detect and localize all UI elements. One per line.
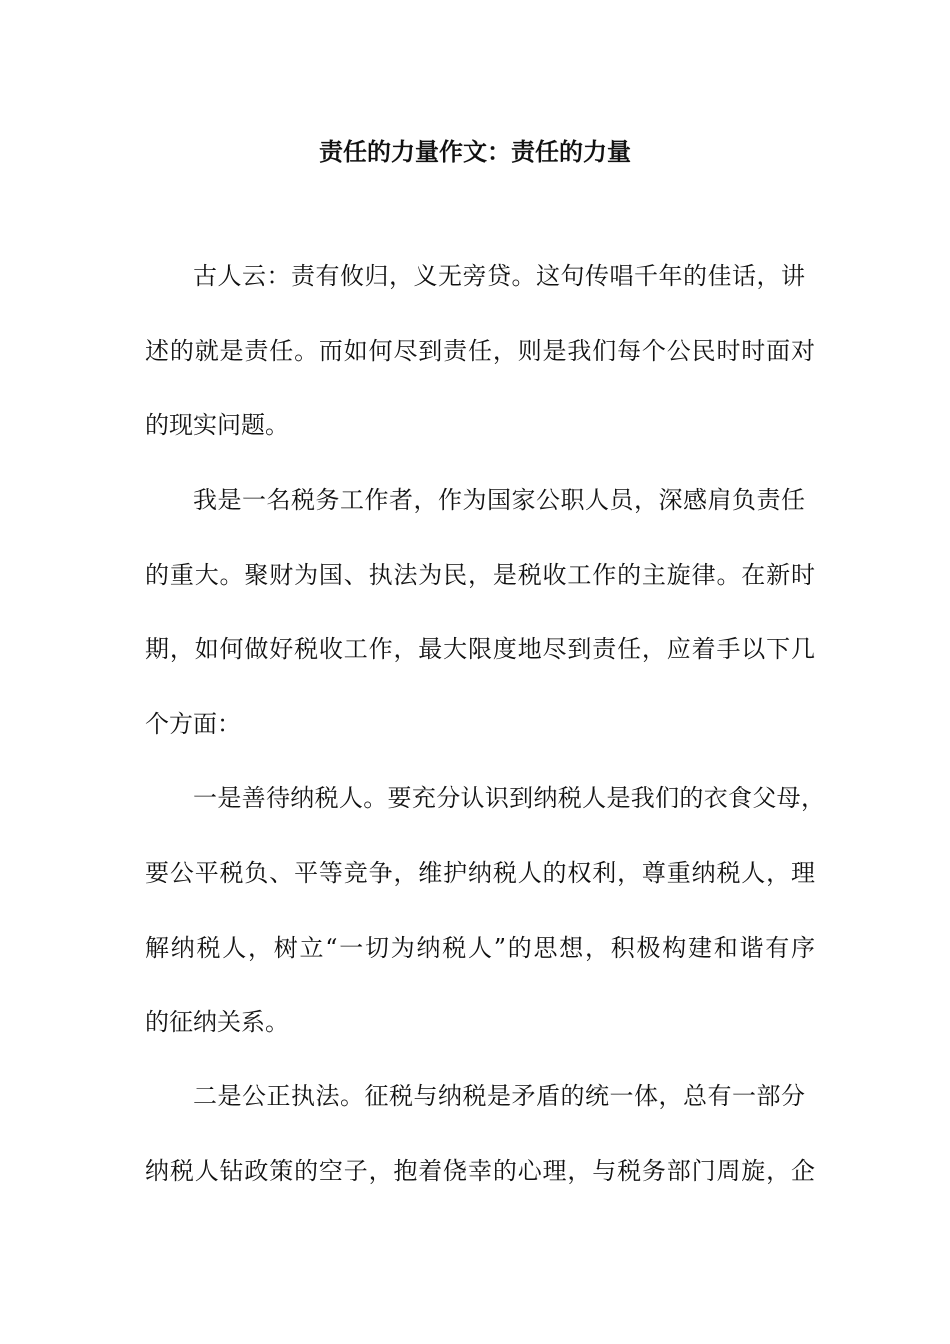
paragraph-3-line-2: 要公平税负、平等竞争，维护纳税人的权利，尊重纳税人，理 [145,859,815,887]
paragraph-4-line-1: 二是公正执法。征税与纳税是矛盾的统一体，总有一部分 [193,1082,805,1110]
paragraph-3-line-3: 解纳税人，树立“一切为纳税人”的思想，积极构建和谐有序 [145,934,815,962]
paragraph-3-line-4: 的征纳关系。 [145,1008,289,1036]
paragraph-2-line-3: 期，如何做好税收工作，最大限度地尽到责任，应着手以下几 [145,635,815,663]
paragraph-1-line-1: 古人云：责有攸归，义无旁贷。这句传唱千年的佳话，讲 [193,262,805,290]
paragraph-3-line-1: 一是善待纳税人。要充分认识到纳税人是我们的衣食父母， [193,784,825,812]
paragraph-1-line-2: 述的就是责任。而如何尽到责任，则是我们每个公民时时面对 [145,337,815,365]
paragraph-1-line-3: 的现实问题。 [145,411,289,439]
paragraph-2-line-1: 我是一名税务工作者，作为国家公职人员，深感肩负责任 [193,486,805,514]
paragraph-2-line-2: 的重大。聚财为国、执法为民，是税收工作的主旋律。在新时 [145,561,815,589]
paragraph-2-line-4: 个方面： [145,710,241,738]
document-title: 责任的力量作文：责任的力量 [319,138,631,166]
paragraph-4-line-2: 纳税人钻政策的空子，抱着侥幸的心理，与税务部门周旋，企 [145,1157,815,1185]
